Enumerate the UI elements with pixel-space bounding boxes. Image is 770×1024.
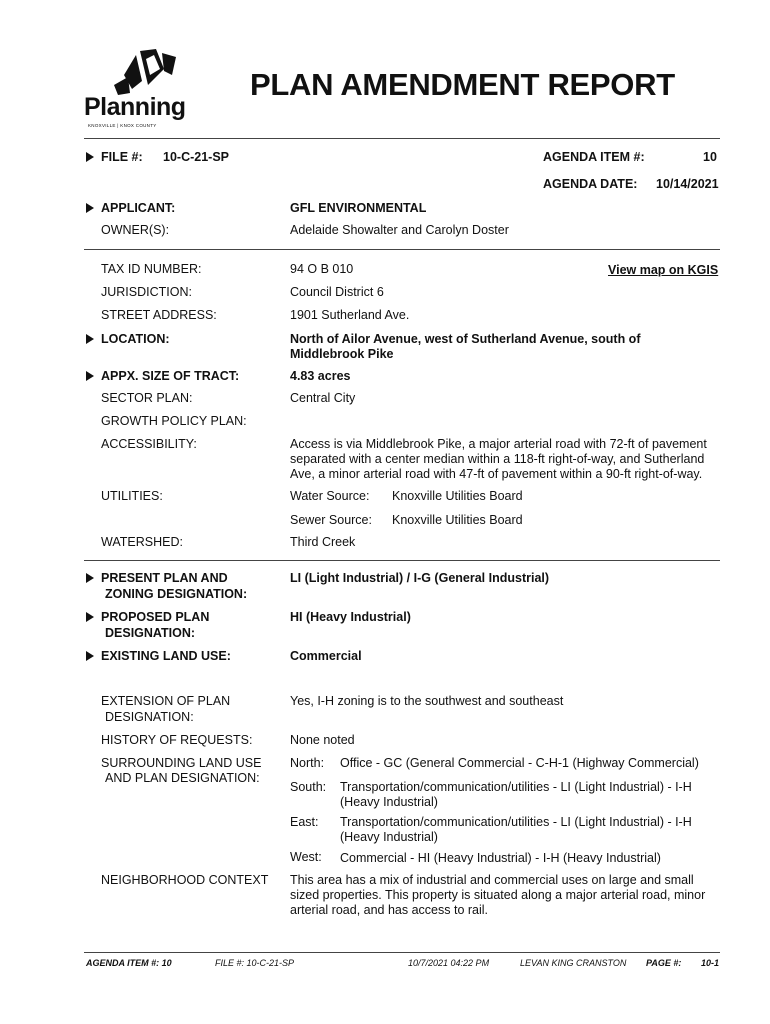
file-value: 10-C-21-SP — [163, 150, 229, 164]
kgis-map-link[interactable]: View map on KGIS — [608, 263, 719, 277]
surrounding-east-text: Transportation/communication/utilities - LI (Light Industrial) - I-H (Heavy Industrial) — [340, 815, 692, 844]
present-value: LI (Light Industrial) / I-G (General Industrial) — [290, 571, 550, 585]
owners-value: Adelaide Showalter and Carolyn Doster — [290, 223, 509, 237]
surrounding-south-dir: South: — [290, 780, 327, 794]
watershed-value: Third Creek — [290, 535, 356, 549]
neighborhood-value: This area has a mix of industrial and commercial uses on large and small sized properties. This property is situated along a major arterial road, minor arterial road, and has access to rail. — [290, 873, 706, 917]
file-label: FILE #: — [101, 150, 143, 164]
footer-page-label: PAGE #: — [646, 958, 682, 968]
extension-label-2: DESIGNATION: — [105, 710, 194, 724]
logo-mark-icon — [84, 45, 199, 100]
footer-rule — [84, 952, 720, 953]
footer-agenda: AGENDA ITEM #: 10 — [86, 958, 172, 968]
footer-page: 10-1 — [701, 958, 720, 968]
logo-wordmark: Planning — [84, 93, 186, 121]
tax-id-value: 94 O B 010 — [290, 262, 354, 276]
water-label: Water Source: — [290, 489, 370, 503]
surrounding-north-text: Office - GC (General Commercial - C-H-1 (Highway Commercial) — [340, 756, 699, 770]
present-arrow-icon — [86, 573, 94, 583]
applicant-arrow-icon — [86, 203, 94, 213]
surrounding-west-dir: West: — [290, 850, 322, 864]
growth-label: GROWTH POLICY PLAN: — [101, 414, 247, 428]
location-label: LOCATION: — [101, 332, 170, 346]
street-value: 1901 Sutherland Ave. — [290, 308, 410, 322]
file-arrow-icon — [86, 152, 94, 162]
sewer-value: Knoxville Utilities Board — [392, 513, 523, 527]
jurisdiction-label: JURISDICTION: — [101, 285, 192, 299]
proposed-label-1: PROPOSED PLAN — [101, 610, 210, 624]
logo-subtext: KNOXVILLE | KNOX COUNTY — [88, 123, 157, 128]
agenda-date-value: 10/14/2021 — [656, 177, 719, 191]
existing-label: EXISTING LAND USE: — [101, 649, 231, 663]
size-arrow-icon — [86, 371, 94, 381]
size-value: 4.83 acres — [290, 369, 351, 383]
sector-label: SECTOR PLAN: — [101, 391, 193, 405]
proposed-label-2: DESIGNATION: — [105, 626, 196, 640]
surrounding-label-2: AND PLAN DESIGNATION: — [105, 771, 260, 785]
planning-logo — [84, 45, 199, 133]
water-value: Knoxville Utilities Board — [392, 489, 523, 503]
utilities-label: UTILITIES: — [101, 489, 163, 503]
present-label-1: PRESENT PLAN AND — [101, 571, 228, 585]
applicant-value: GFL ENVIRONMENTAL — [290, 201, 427, 215]
surrounding-label-1: SURROUNDING LAND USE — [101, 756, 262, 770]
access-value: Access is via Middlebrook Pike, a major arterial road with 72-ft of pavement separated with a center median within a 118-ft right-of-way, and Sutherland Ave, a minor arterial road with 47-ft of pavement within a 90-ft right-of-way. — [290, 437, 707, 481]
jurisdiction-value: Council District 6 — [290, 285, 384, 299]
agenda-item-label: AGENDA ITEM #: — [543, 150, 645, 164]
section-rule — [84, 249, 720, 250]
history-value: None noted — [290, 733, 355, 747]
extension-label-1: EXTENSION OF PLAN — [101, 694, 231, 708]
surrounding-west-text: Commercial - HI (Heavy Industrial) - I-H (Heavy Industrial) — [340, 851, 661, 865]
proposed-value: HI (Heavy Industrial) — [290, 610, 411, 624]
access-label: ACCESSIBILITY: — [101, 437, 197, 451]
footer-file: FILE #: 10-C-21-SP — [215, 958, 295, 968]
agenda-date-label: AGENDA DATE: — [543, 177, 638, 191]
section-rule-2 — [84, 560, 720, 561]
location-value: North of Ailor Avenue, west of Sutherland Avenue, south of Middlebrook Pike — [290, 332, 641, 361]
footer-author: LEVAN KING CRANSTON — [520, 958, 627, 968]
footer-date: 10/7/2021 04:22 PM — [408, 958, 490, 968]
location-arrow-icon — [86, 334, 94, 344]
present-label-2: ZONING DESIGNATION: — [105, 587, 248, 601]
watershed-label: WATERSHED: — [101, 535, 183, 549]
applicant-label: APPLICANT: — [101, 201, 176, 215]
surrounding-east-dir: East: — [290, 815, 319, 829]
owners-label: OWNER(S): — [101, 223, 170, 237]
history-label: HISTORY OF REQUESTS: — [101, 733, 253, 747]
existing-value: Commercial — [290, 649, 362, 663]
street-label: STREET ADDRESS: — [101, 308, 217, 322]
surrounding-south-text: Transportation/communication/utilities - LI (Light Industrial) - I-H (Heavy Industrial) — [340, 780, 692, 809]
sector-value: Central City — [290, 391, 356, 405]
size-label: APPX. SIZE OF TRACT: — [101, 369, 240, 383]
existing-arrow-icon — [86, 651, 94, 661]
proposed-arrow-icon — [86, 612, 94, 622]
agenda-item-value: 10 — [703, 150, 717, 164]
header-rule — [84, 138, 720, 139]
tax-id-label: TAX ID NUMBER: — [101, 262, 202, 276]
page-title: PLAN AMENDMENT REPORT — [250, 67, 675, 102]
neighborhood-label: NEIGHBORHOOD CONTEXT — [101, 873, 269, 887]
surrounding-north-dir: North: — [290, 756, 325, 770]
sewer-label: Sewer Source: — [290, 513, 372, 527]
extension-value: Yes, I-H zoning is to the southwest and southeast — [290, 694, 564, 708]
